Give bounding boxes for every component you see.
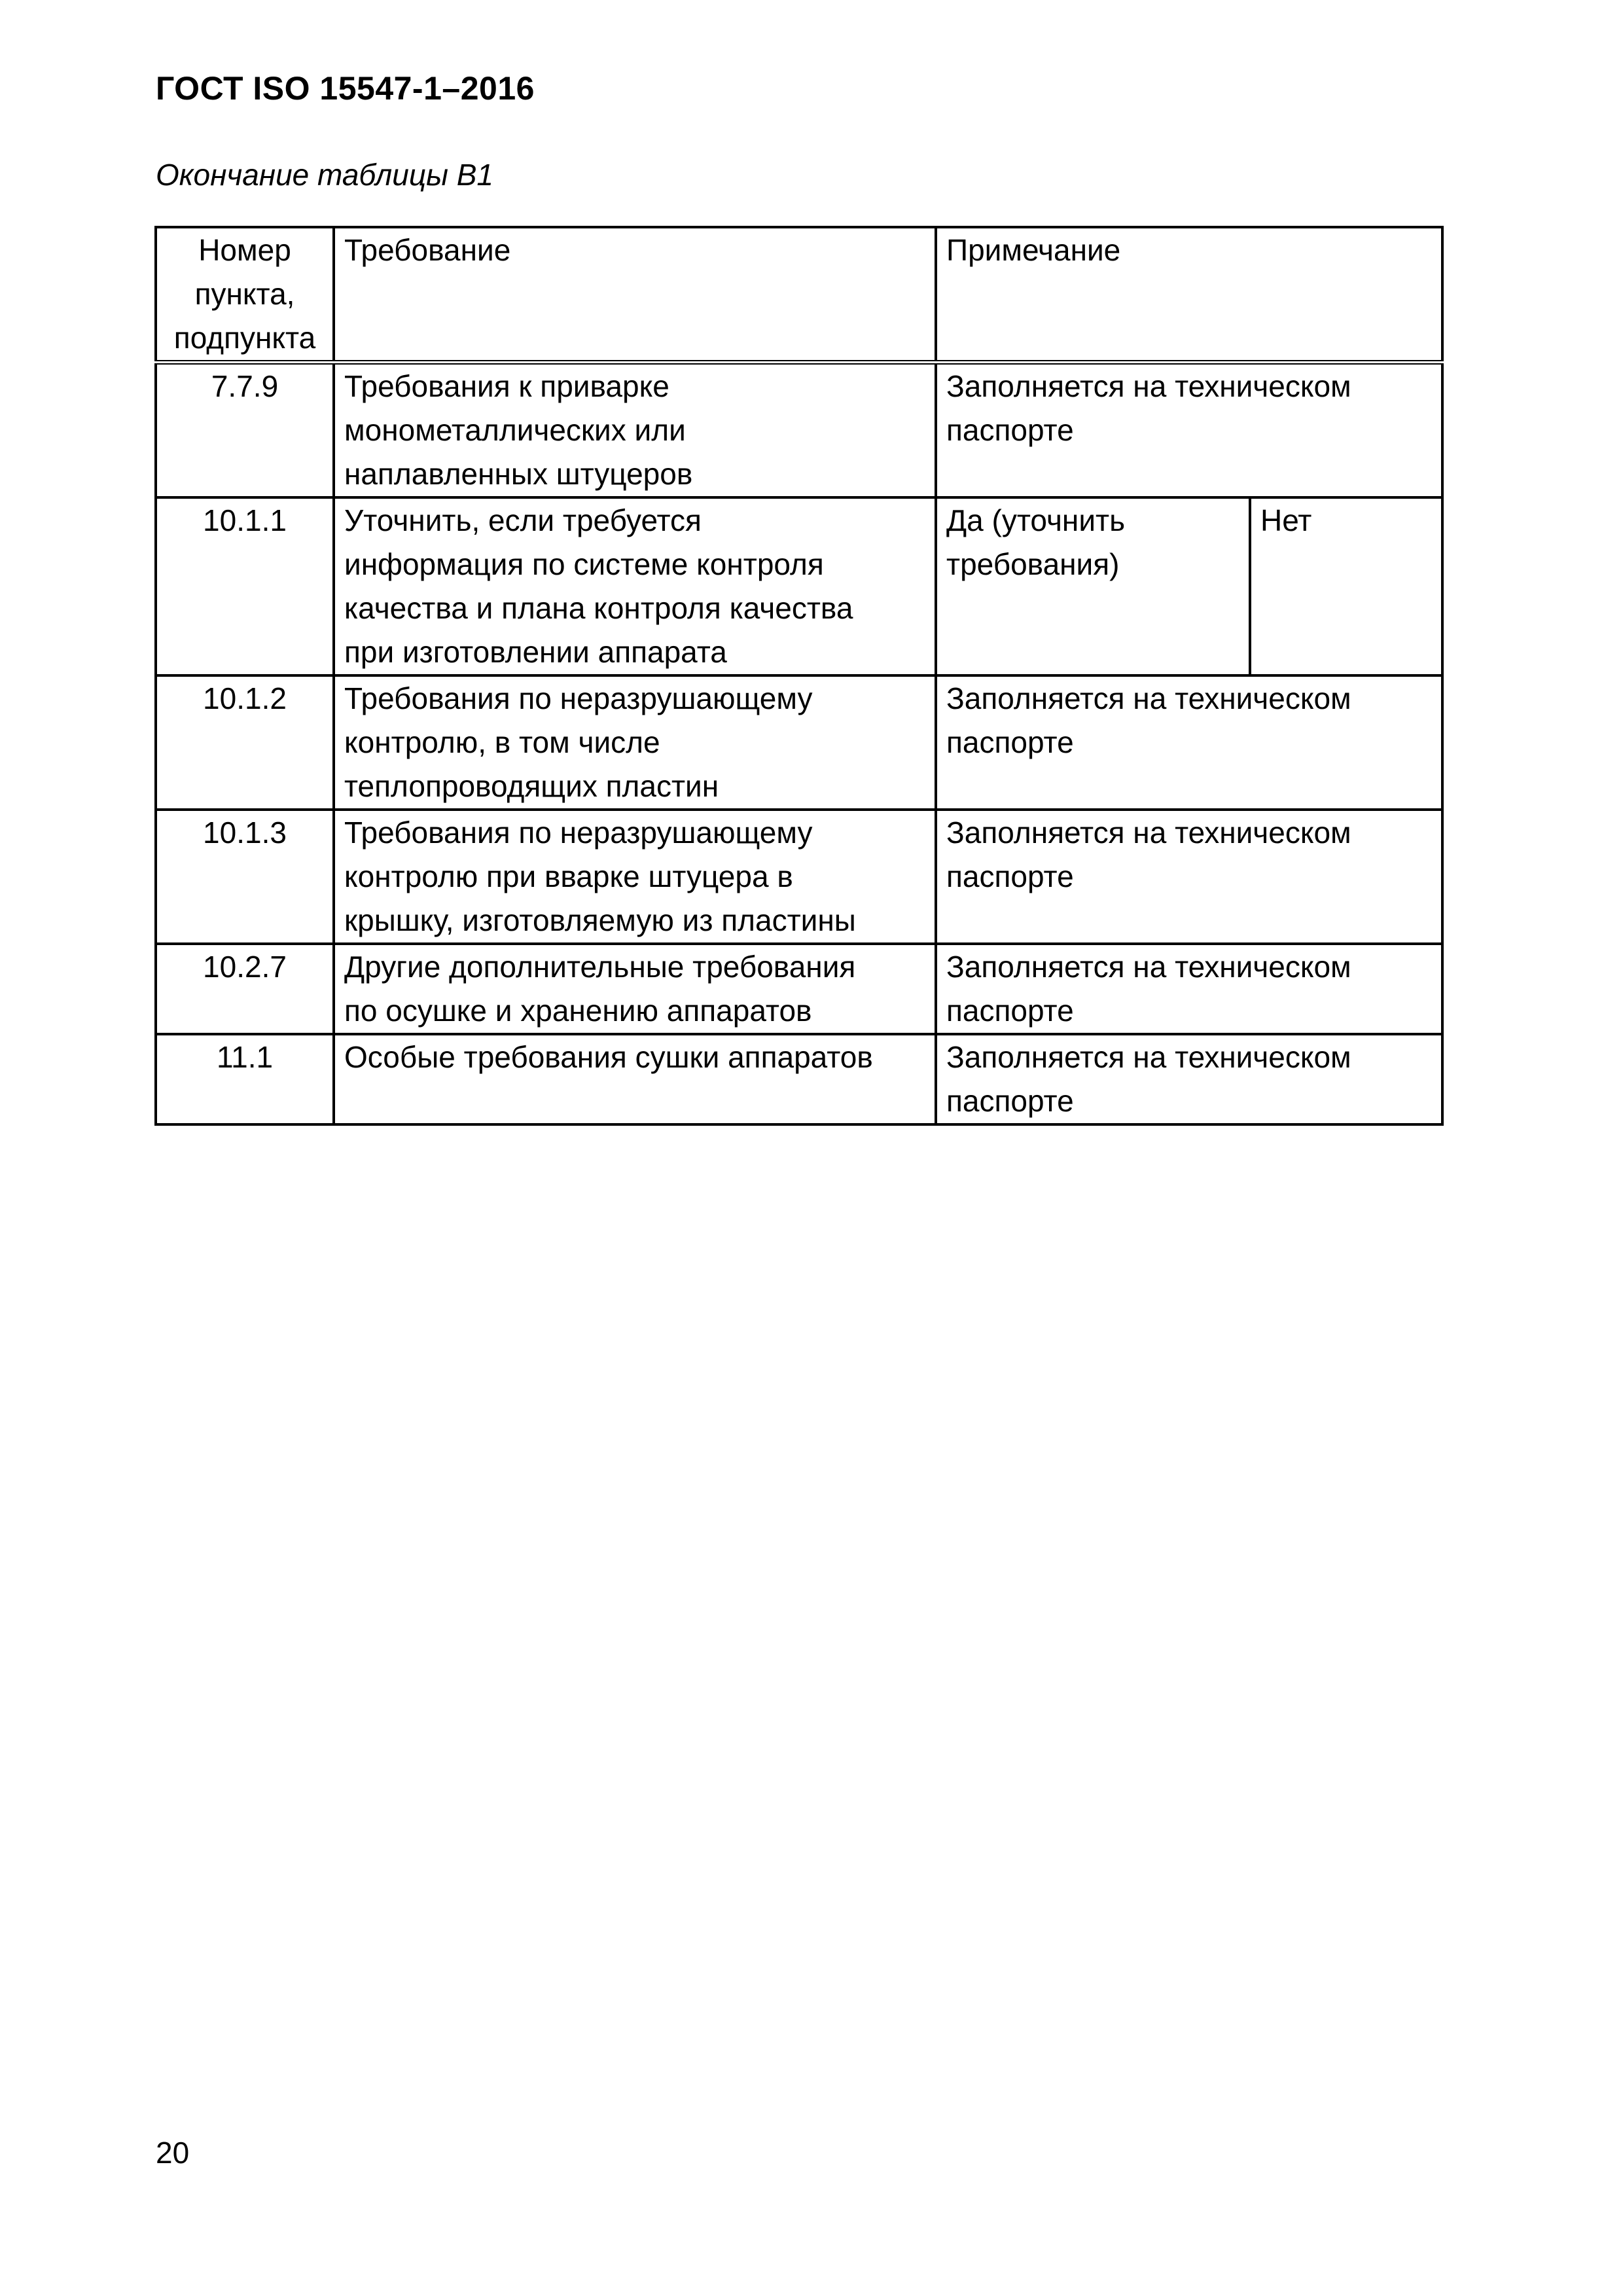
header-requirement-text: Требование [344,233,511,267]
table-row [156,675,1442,810]
row-number-text: 7.7.9 [211,369,279,403]
table-header-row [156,227,1442,363]
table-row [156,944,1442,1034]
page-number: 20 [156,2136,190,2170]
requirements-table [154,226,1444,1126]
header-number-text: Номер пункта, подпункта [173,233,316,355]
row-number [156,810,334,944]
row-note [936,675,1442,810]
row-requirement-text: Другие дополнительные требования по осушке и хранению аппаратов [344,950,856,1028]
row-note [936,944,1442,1034]
row-note-no-text: Нет [1260,503,1312,537]
table-row [156,497,1442,675]
row-number-text: 10.2.7 [203,950,287,984]
row-requirement-text: Требования к приварке монометаллических или наплавленных штуцеров [344,369,693,491]
row-requirement-text: Уточнить, если требуется информация по системе контроля качества и плана контроля качества при изготовлении аппарата [344,503,853,669]
row-number [156,675,334,810]
row-requirement [334,944,936,1034]
header-number [156,227,334,363]
row-requirement [334,1034,936,1124]
row-requirement [334,363,936,498]
row-note [936,1034,1442,1124]
row-number-text: 11.1 [216,1040,274,1074]
row-number-text: 10.1.1 [203,503,287,537]
row-number [156,363,334,498]
header-requirement [334,227,936,363]
row-number [156,1034,334,1124]
row-number-text: 10.1.2 [203,681,287,715]
row-requirement [334,810,936,944]
row-note-text: Заполняется на техническом паспорте [946,816,1351,893]
row-requirement-text: Особые требования сушки аппаратов [344,1040,873,1074]
row-requirement-text: Требования по неразрушающему контролю при вварке штуцера в крышку, изготовляемую из пластины [344,816,856,937]
row-number-text: 10.1.3 [203,816,287,850]
row-note-text: Заполняется на техническом паспорте [946,681,1351,759]
row-note-yes [936,497,1250,675]
header-note-text: Примечание [946,233,1121,267]
table-row [156,1034,1442,1124]
table-row [156,363,1442,498]
row-requirement [334,497,936,675]
row-note [936,363,1442,498]
row-note-text: Заполняется на техническом паспорте [946,369,1351,447]
row-note-text: Заполняется на техническом паспорте [946,950,1351,1028]
row-note-yes-text: Да (уточнить требования) [946,503,1126,581]
row-note-no [1250,497,1442,675]
row-requirement [334,675,936,810]
table-caption: Окончание таблицы В1 [156,158,494,192]
row-requirement-text: Требования по неразрушающему контролю, в том числе теплопроводящих пластин [344,681,813,803]
header-note [936,227,1442,363]
row-note [936,810,1442,944]
row-number [156,944,334,1034]
row-number [156,497,334,675]
row-note-text: Заполняется на техническом паспорте [946,1040,1351,1118]
table-row [156,810,1442,944]
document-code: ГОСТ ISO 15547-1–2016 [156,70,535,107]
